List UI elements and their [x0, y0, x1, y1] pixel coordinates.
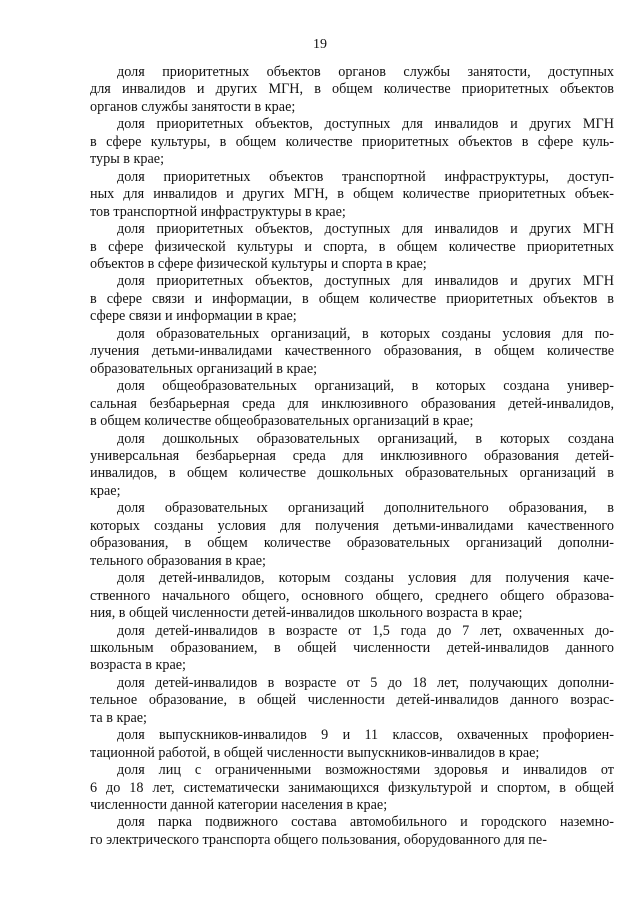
document-body: [90, 64, 614, 849]
paragraph: [90, 64, 614, 116]
paragraph-line: в сфере физической культуры и спорта, в общем количестве приоритетных: [90, 238, 614, 255]
paragraph-line: доля дошкольных образовательных организаций, в которых создана: [117, 430, 614, 447]
paragraph: [90, 169, 614, 221]
paragraph: [90, 378, 614, 430]
paragraph: [90, 273, 614, 325]
paragraph: [90, 762, 614, 814]
paragraph: [90, 623, 614, 675]
paragraph: [90, 570, 614, 622]
paragraph-line: возраста в крае;: [90, 657, 186, 674]
paragraph: [90, 814, 614, 849]
paragraph-line: ственного начального общего, основного общего, среднего общего образова-: [90, 587, 614, 604]
paragraph-line: доля лиц с ограниченными возможностями здоровья и инвалидов от: [117, 762, 614, 779]
paragraph-line: тельного образования в крае;: [90, 552, 266, 569]
paragraph-line: образовательных организаций в крае;: [90, 360, 318, 377]
paragraph-line: доля детей-инвалидов, которым созданы условия для получения каче-: [117, 570, 614, 587]
paragraph: [90, 221, 614, 273]
paragraph-line: которых созданы условия для получения детьми-инвалидами качественного: [90, 517, 614, 534]
paragraph-line: доля парка подвижного состава автомобильного и городского наземно-: [117, 814, 614, 831]
paragraph-line: образования, в общем количестве образовательных организаций дополни-: [90, 535, 614, 552]
paragraph-line: в сфере связи и информации, в общем количестве приоритетных объектов в: [90, 290, 614, 307]
paragraph-line: доля приоритетных объектов транспортной инфраструктуры, доступ-: [117, 168, 614, 185]
paragraph-line: доля детей-инвалидов в возрасте от 1,5 года до 7 лет, охваченных до-: [117, 622, 614, 639]
paragraph-line: численности данной категории населения в крае;: [90, 797, 388, 814]
paragraph-line: доля выпускников-инвалидов 9 и 11 классов, охваченных профориен-: [117, 727, 614, 744]
paragraph-line: тационной работой, в общей численности выпускников-инвалидов в крае;: [90, 744, 540, 761]
paragraph-line: доля образовательных организаций дополнительного образования, в: [117, 500, 614, 517]
paragraph: [90, 500, 614, 570]
paragraph-line: та в крае;: [90, 709, 147, 726]
paragraph-line: доля образовательных организаций, в которых созданы условия для по-: [117, 325, 614, 342]
paragraph-line: доля приоритетных объектов, доступных для инвалидов и других МГН: [117, 273, 614, 290]
paragraph-line: в общем количестве общеобразовательных организаций в крае;: [90, 413, 474, 430]
paragraph: [90, 675, 614, 727]
paragraph-line: ных для инвалидов и других МГН, в общем количестве приоритетных объек-: [90, 186, 614, 203]
paragraph-line: доля приоритетных объектов, доступных для инвалидов и других МГН: [117, 116, 614, 133]
paragraph-line: инвалидов, в общем количестве дошкольных образовательных организаций в: [90, 465, 614, 482]
paragraph-line: тельное образование, в общей численности детей-инвалидов данного возрас-: [90, 692, 614, 709]
paragraph: [90, 431, 614, 501]
paragraph: [90, 727, 614, 762]
paragraph-line: доля детей-инвалидов в возрасте от 5 до 18 лет, получающих дополни-: [117, 674, 614, 691]
paragraph-line: тов транспортной инфраструктуры в крае;: [90, 203, 346, 220]
paragraph: [90, 116, 614, 168]
paragraph-line: объектов в сфере физической культуры и спорта в крае;: [90, 255, 427, 272]
paragraph: [90, 326, 614, 378]
paragraph-line: доля приоритетных объектов, доступных для инвалидов и других МГН: [117, 221, 614, 238]
paragraph-line: сальная безбарьерная среда для инклюзивного образования детей-инвалидов,: [90, 395, 614, 412]
page-number: 19: [313, 37, 327, 52]
paragraph-line: школьным образованием, в общей численности детей-инвалидов данного: [90, 639, 614, 656]
paragraph-line: 6 до 18 лет, систематически занимающихся физкультурой и спортом, в общей: [90, 779, 614, 796]
paragraph-line: для инвалидов и других МГН, в общем количестве приоритетных объектов: [90, 81, 614, 98]
paragraph-line: туры в крае;: [90, 151, 165, 168]
paragraph-line: го электрического транспорта общего пользования, оборудованного для пе-: [90, 831, 547, 848]
paragraph-line: ния, в общей численности детей-инвалидов школьного возраста в крае;: [90, 605, 523, 622]
paragraph-line: лучения детьми-инвалидами качественного образования, в общем количестве: [90, 343, 614, 360]
paragraph-line: органов службы занятости в крае;: [90, 98, 296, 115]
paragraph-line: доля приоритетных объектов органов службы занятости, доступных: [117, 64, 614, 80]
paragraph-line: в сфере культуры, в общем количестве приоритетных объектов в сфере куль-: [90, 133, 614, 150]
paragraph-line: крае;: [90, 482, 121, 499]
paragraph-line: доля общеобразовательных организаций, в которых создана универ-: [117, 378, 614, 395]
paragraph-line: универсальная безбарьерная среда для инклюзивного образования детей-: [90, 447, 614, 464]
paragraph-line: сфере связи и информации в крае;: [90, 308, 297, 325]
